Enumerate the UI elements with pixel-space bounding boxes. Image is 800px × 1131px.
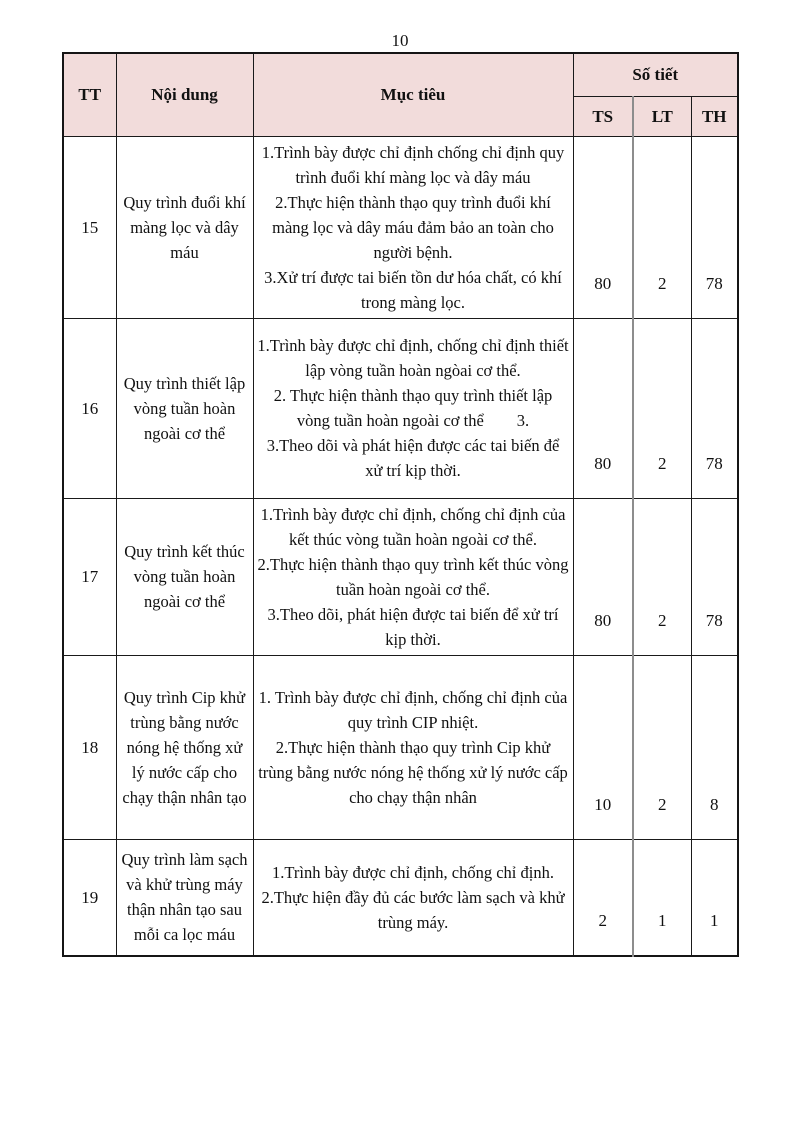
content-title: Quy trình Cip khử trùng bằng nước nóng hệ thống xử lý nước cấp cho chạy thận nhân tạo — [116, 655, 253, 839]
objective-item: 1. Trình bày được chỉ định, chống chỉ định của quy trình CIP nhiệt. — [258, 687, 568, 732]
content-title: Quy trình thiết lập vòng tuần hoàn ngoài cơ thể — [116, 318, 253, 498]
objective-item: 1.Trình bày được chỉ định, chống chỉ định của kết thúc vòng tuần hoàn ngoài cơ thể. — [260, 504, 566, 549]
objective-item: 3.Theo dõi, phát hiện được tai biến để xử trí kịp thời. — [267, 604, 559, 649]
table-row-19 — [63, 839, 738, 956]
objectives-cell — [253, 136, 573, 318]
objectives-cell — [253, 839, 573, 956]
row-number: 16 — [63, 318, 116, 498]
table-row-15 — [63, 136, 738, 318]
ts-value: 80 — [573, 498, 633, 655]
content-title: Quy trình kết thúc vòng tuần hoàn ngoài cơ thể — [116, 498, 253, 655]
table-row-16 — [63, 318, 738, 498]
ts-value: 80 — [573, 136, 633, 318]
ts-value: 2 — [573, 839, 633, 956]
lt-value: 2 — [633, 318, 691, 498]
header-muc-tieu: Mục tiêu — [253, 53, 573, 136]
objective-item: 2.Thực hiện thành thạo quy trình đuổi khí màng lọc và dây máu đảm bảo an toàn cho người bệnh. — [272, 192, 554, 262]
lt-value: 2 — [633, 498, 691, 655]
table-row-18 — [63, 655, 738, 839]
header-lt: LT — [633, 96, 691, 136]
objective-item: 2.Thực hiện thành thạo quy trình kết thúc vòng tuần hoàn ngoài cơ thể. — [257, 554, 569, 599]
objectives-cell — [253, 498, 573, 655]
header-th: TH — [691, 96, 738, 136]
objective-item: 3.Theo dõi và phát hiện được các tai biến để xử trí kịp thời. — [266, 436, 560, 480]
objective-item: 1.Trình bày được chỉ định chống chỉ định quy trình đuổi khí màng lọc và dây máu — [261, 142, 565, 187]
row-number: 17 — [63, 498, 116, 655]
objective-item: 1.Trình bày được chỉ định, chống chỉ định thiết lập vòng tuần hoàn ngòai cơ thể. — [257, 336, 569, 380]
curriculum-table — [62, 52, 739, 957]
th-value: 78 — [691, 498, 738, 655]
lt-value: 2 — [633, 655, 691, 839]
row-number: 18 — [63, 655, 116, 839]
row-number: 15 — [63, 136, 116, 318]
th-value: 78 — [691, 136, 738, 318]
lt-value: 1 — [633, 839, 691, 956]
objective-item: 1.Trình bày được chỉ định, chống chỉ định. — [272, 862, 554, 882]
th-value: 1 — [691, 839, 738, 956]
table-header — [63, 53, 738, 136]
th-value: 78 — [691, 318, 738, 498]
header-tt: TT — [63, 53, 116, 136]
header-row-top — [63, 53, 738, 96]
objective-item: 3.Xử trí được tai biến tồn dư hóa chất, có khí trong màng lọc. — [264, 267, 562, 312]
content-title: Quy trình đuổi khí màng lọc và dây máu — [116, 136, 253, 318]
objective-item: 2. Thực hiện thành thạo quy trình thiết lập vòng tuần hoàn ngoài cơ thể 3. — [273, 386, 553, 430]
ts-value: 10 — [573, 655, 633, 839]
ts-value: 80 — [573, 318, 633, 498]
th-value: 8 — [691, 655, 738, 839]
header-ts: TS — [573, 96, 633, 136]
objective-item: 2.Thực hiện đầy đủ các bước làm sạch và khử trùng máy. — [261, 887, 565, 932]
row-number: 19 — [63, 839, 116, 956]
lt-value: 2 — [633, 136, 691, 318]
objectives-cell — [253, 655, 573, 839]
header-noi-dung: Nội dung — [116, 53, 253, 136]
content-title: Quy trình làm sạch và khử trùng máy thận nhân tạo sau mỗi ca lọc máu — [116, 839, 253, 956]
header-so-tiet: Số tiết — [573, 53, 738, 96]
table-row-17 — [63, 498, 738, 655]
page-number: 10 — [391, 31, 409, 50]
objectives-cell — [253, 318, 573, 498]
objective-item: 2.Thực hiện thành thạo quy trình Cip khử trùng bằng nước nóng hệ thống xử lý nước cấp cho chạy thận nhân — [258, 737, 568, 807]
